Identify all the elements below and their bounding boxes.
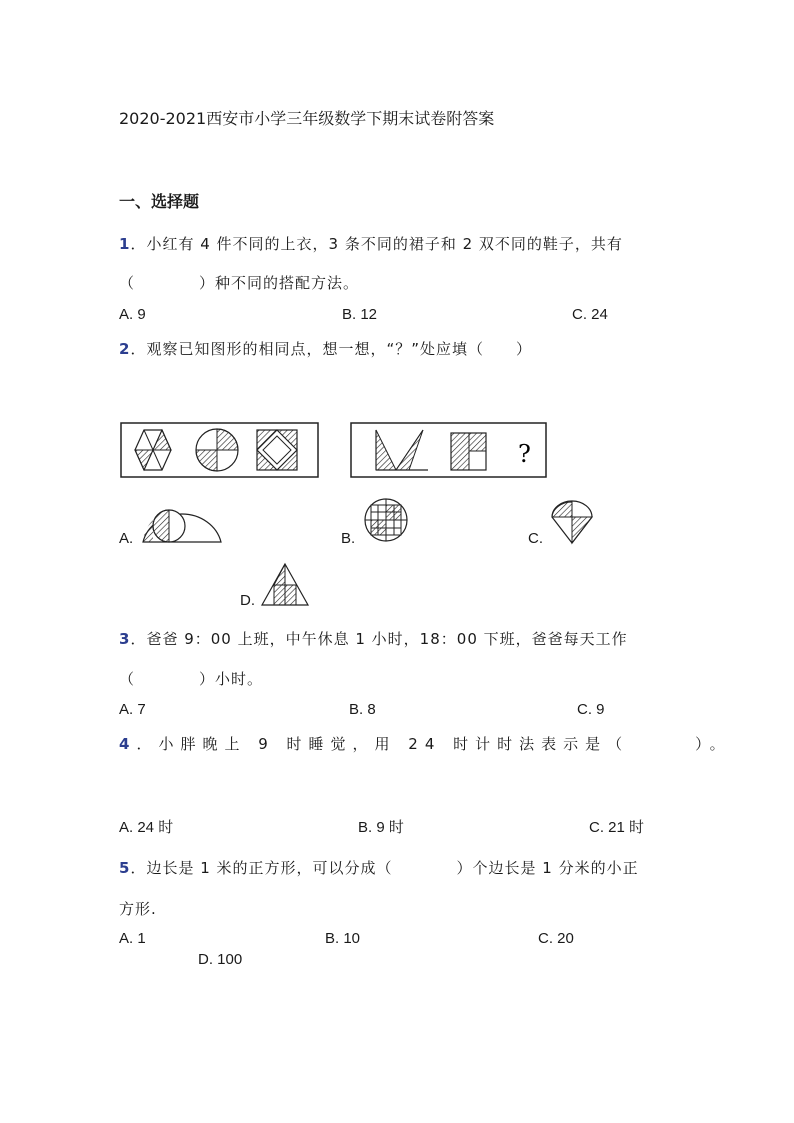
question-number: 1 — [119, 235, 131, 253]
question-mark: ? — [518, 440, 531, 468]
question-3-line-1: 3．爸爸 9：00 上班，中午休息 1 小时，18：00 下班，爸爸每天工作 — [119, 630, 628, 648]
circle-figure — [196, 429, 238, 471]
option-c[interactable]: C. — [528, 530, 543, 547]
question-5-line-2: 方形. — [119, 900, 157, 918]
option-c[interactable]: C. 20 — [538, 930, 574, 947]
option-a[interactable]: A. 9 — [119, 306, 146, 323]
question-number: 3 — [119, 630, 131, 648]
hexagon-figure — [135, 430, 171, 470]
option-c-figure[interactable] — [548, 499, 596, 545]
option-c[interactable]: C. 9 — [577, 701, 605, 718]
square-figure — [257, 430, 297, 470]
option-a[interactable]: A. 7 — [119, 701, 146, 718]
question-number: 5 — [119, 859, 131, 877]
option-c[interactable]: C. 24 — [572, 306, 608, 323]
option-b[interactable]: B. 10 — [325, 930, 361, 947]
option-b[interactable]: B. — [341, 530, 356, 547]
question-5-line-1: 5．边长是 1 米的正方形，可以分成（ ）个边长是 1 分米的小正 — [119, 859, 639, 877]
option-d-figure[interactable] — [260, 561, 310, 607]
question-3-line-2: （ ）小时。 — [119, 670, 264, 688]
option-b-figure[interactable] — [361, 497, 411, 543]
option-a[interactable]: A. 24 时 — [119, 819, 174, 836]
question-number: 4 — [119, 735, 137, 753]
rectangle-figure — [451, 433, 486, 470]
question-2-line-1: 2．观察已知图形的相同点，想一想，“？”处应填（ ） — [119, 340, 532, 358]
option-a-figure[interactable] — [141, 504, 223, 544]
option-d[interactable]: D. — [240, 592, 255, 609]
option-b[interactable]: B. 8 — [349, 701, 376, 718]
question-number: 2 — [119, 340, 131, 358]
option-a[interactable]: A. 1 — [119, 930, 146, 947]
question-1-line-1: 1．小红有 4 件不同的上衣，3 条不同的裙子和 2 双不同的鞋子，共有 — [119, 235, 623, 253]
page-title: 2020-2021西安市小学三年级数学下期末试卷附答案 — [119, 109, 495, 128]
option-b[interactable]: B. 12 — [342, 306, 378, 323]
triangle-figure — [376, 430, 428, 470]
option-c[interactable]: C. 21 时 — [589, 819, 645, 836]
option-a[interactable]: A. — [119, 530, 134, 547]
option-b[interactable]: B. 9 时 — [358, 819, 404, 836]
question-1-line-2: （ ）种不同的搭配方法。 — [119, 274, 360, 292]
question-4-line-1: 4．小胖晚上 9 时睡觉，用 24 时计时法表示是（ ）。 — [119, 735, 732, 753]
option-d[interactable]: D. 100 — [198, 951, 243, 968]
given-figures-image — [118, 418, 548, 482]
section-heading: 一、选择题 — [119, 192, 200, 211]
